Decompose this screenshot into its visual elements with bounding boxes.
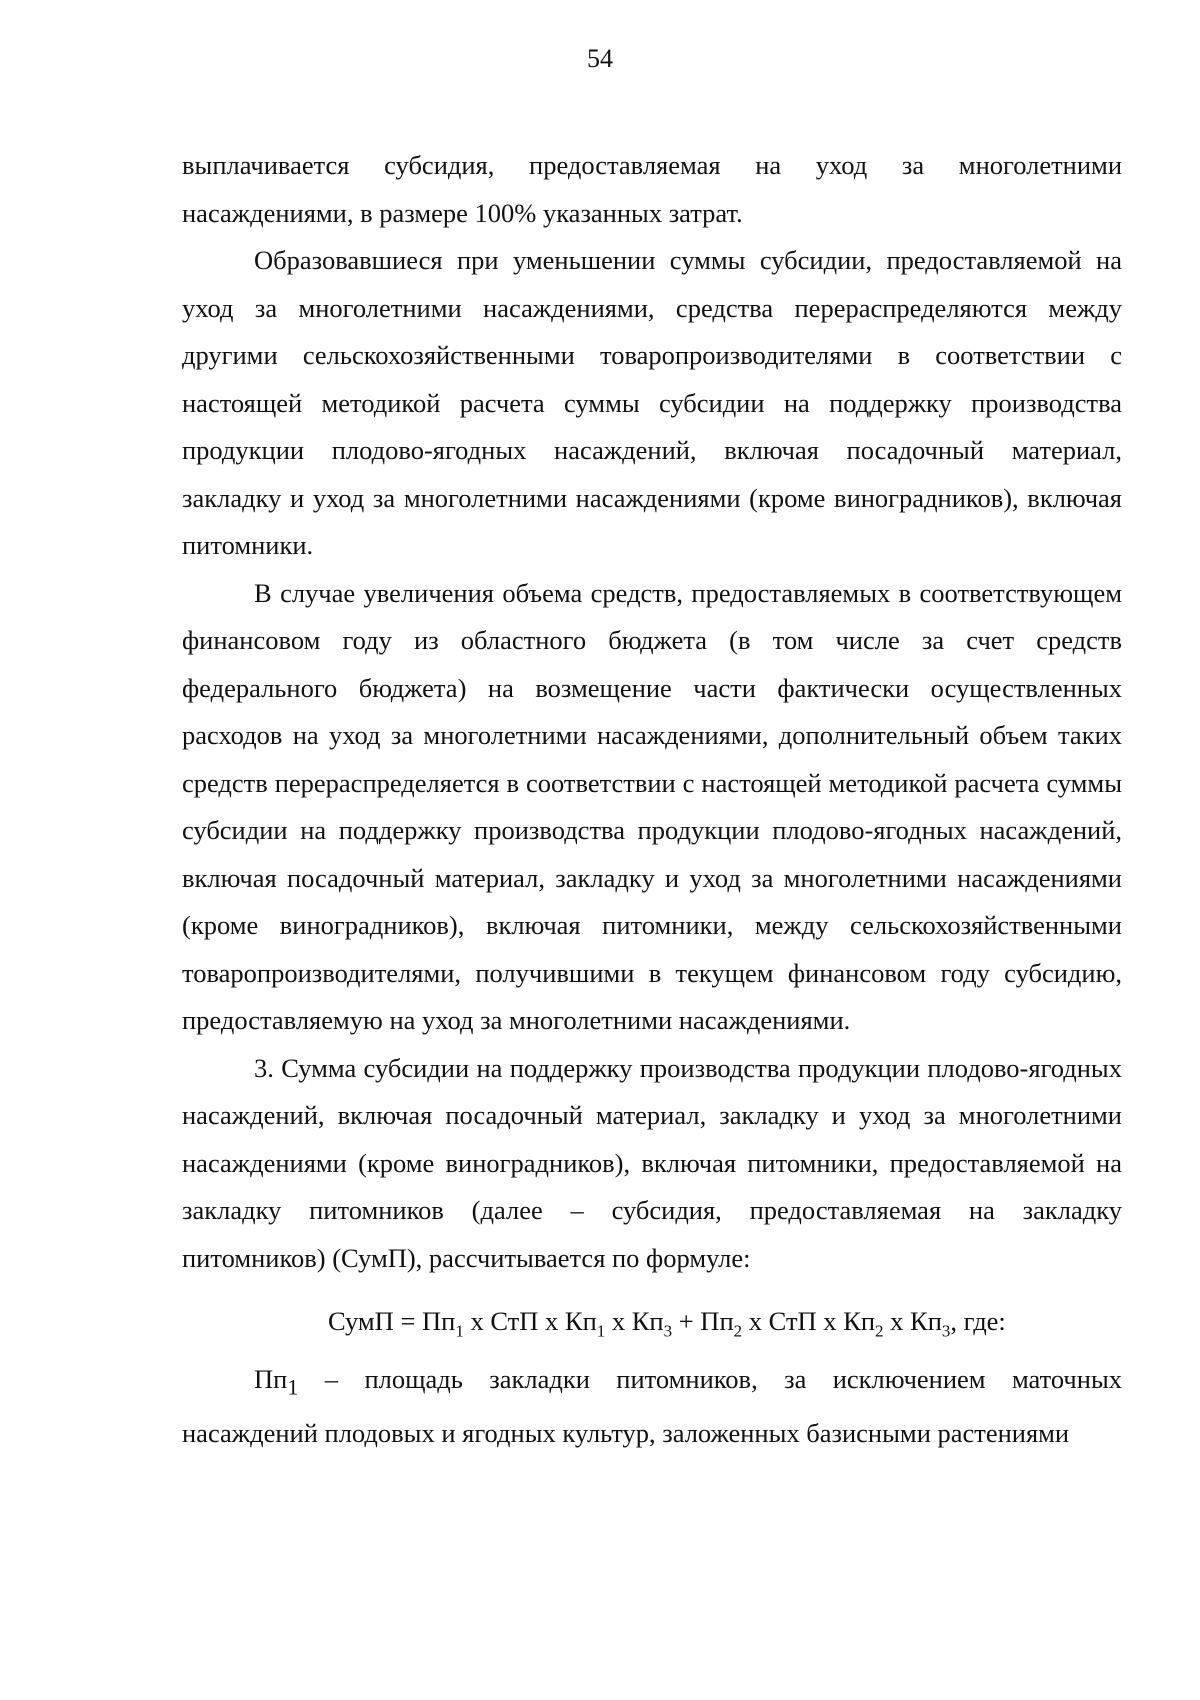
paragraph-redistribution: Образовавшиеся при уменьшении суммы субсидии, предоставляемой на уход за многолетними насаждениями, средства перераспределяются между другими сельскохозяйственными товаропроизводителями в соответствии с настоящей методикой расчета суммы субсидии на поддержку производства продукции плодово-ягодных насаждений, включая посадочный материал, закладку и уход за многолетними насаждениями (кроме виноградников), включая питомники. [182,245,1122,560]
formula-subscript: 2 [875,1321,884,1341]
paragraph-definition-pp1 [182,1356,1122,1458]
document-body [182,142,1122,1458]
formula-part: , где: [950,1306,1006,1336]
formula-subscript: 1 [596,1321,606,1341]
formula-subscript: 1 [455,1321,464,1341]
definition-text: – площадь закладки питомников, за исключением маточных насаждений плодовых и ягодных культур, заложенных базисными растениями [182,1363,1122,1449]
formula-part: х Кп [605,1306,664,1336]
formula-part: х СтП х Кп [742,1306,876,1336]
formula-part: + Пп [672,1306,734,1336]
formula-subscript: 3 [941,1321,951,1341]
formula-part: х Кп [883,1306,942,1336]
formula-sump [182,1298,1122,1346]
paragraph-budget-increase: В случае увеличения объема средств, предоставляемых в соответствующем финансовом году из областного бюджета (в том числе за счет средств федерального бюджета) на возмещение части фактически осуществленных расходов на уход за многолетними насаждениями, дополнительный объем таких средств перераспределяется в соответствии с настоящей методикой расчета суммы субсидии на поддержку производства продукции плодово-ягодных насаждений, включая посадочный материал, закладку и уход за многолетними насаждениями (кроме виноградников), включая питомники, между сельскохозяйственными товаропроизводителями, получившими в текущем финансовом году субсидию, предоставляемую на уход за многолетними насаждениями. [182,577,1122,1035]
formula-subscript: 2 [733,1321,743,1341]
paragraph-continuation: выплачивается субсидия, предоставляемая на уход за многолетними насаждениями, в размере 100% указанных затрат. [182,150,1122,228]
definition-term: Пп [254,1363,288,1394]
formula-part: СумП = Пп [328,1306,456,1336]
definition-subscript: 1 [287,1373,299,1399]
page-number: 54 [587,44,613,73]
formula-part: х СтП х Кп [463,1306,597,1336]
formula-subscript: 3 [663,1321,673,1341]
paragraph-item-3: 3. Сумма субсидии на поддержку производства продукции плодово-ягодных насаждений, включая посадочный материал, закладку и уход за многолетними насаждениями (кроме виноградников), включая питомники, предоставляемой на закладку питомников (далее – субсидия, предоставляемая на закладку питомников) (СумП), рассчитывается по формуле: [182,1052,1122,1273]
